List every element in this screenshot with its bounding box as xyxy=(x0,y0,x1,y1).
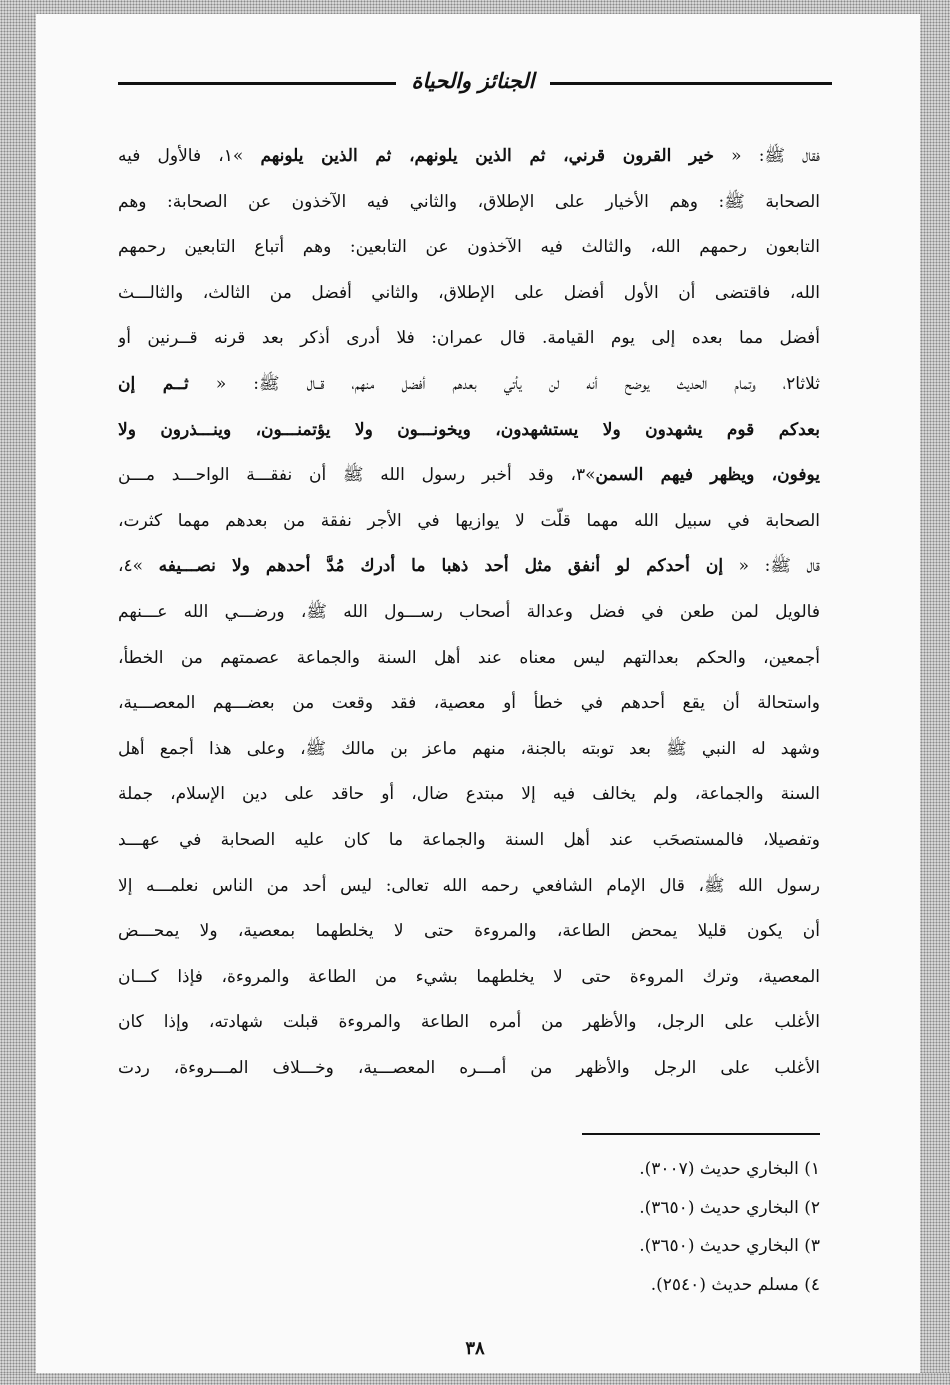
text-line xyxy=(118,544,820,590)
running-header xyxy=(118,60,832,110)
text-line xyxy=(118,316,820,362)
header-title: الجنائز والحياة xyxy=(411,68,535,93)
text-run: الصحابة ﷺ: وهم الأخيار على الإطلاق، والثاني فيه الآخذون عن الصحابة: وهم xyxy=(118,191,820,212)
text-run: فالويل لمن طعن في فضل وعدالة أصحاب رســـول الله ﷺ، ورضـــي الله عـــنهم xyxy=(118,601,820,622)
text-line xyxy=(118,499,820,545)
text-run: الأغلب على الرجل والأظهر من أمـــره المعصـــية، وخـــلاف المـــروءة، ردت xyxy=(118,1057,820,1078)
text-run: واستحالة أن يقع أحدهم في خطأ أو معصية، فقد وقعت من بعضـــهم المعصـــية، xyxy=(118,693,820,714)
text-line xyxy=(118,909,820,955)
text-line xyxy=(118,818,820,864)
text-line xyxy=(118,1000,820,1046)
text-run: »١، فالأول فيه xyxy=(118,146,261,166)
page-edge-left xyxy=(0,0,36,1385)
bold-text-run: ثــم إن xyxy=(118,373,189,394)
page-edge-right xyxy=(920,0,950,1385)
text-run: الأغلب على الرجل، والأظهر من أمره الطاعة والمروءة قبلت شهادته، وإذا كان xyxy=(118,1012,820,1033)
text-line xyxy=(118,864,820,910)
text-run: قال ﷺ: « xyxy=(723,556,820,577)
footnotes xyxy=(420,1150,820,1304)
text-line xyxy=(118,134,820,180)
text-line xyxy=(118,180,820,226)
text-run: الله، فاقتضى أن الأول أفضل على الإطلاق، والثاني أفضل من الثالث، والثالـــث xyxy=(118,282,820,303)
footnote-item: ٣) البخاري حديث (٣٦٥٠). xyxy=(639,1236,820,1256)
text-line xyxy=(118,955,820,1001)
text-run: المعصية، وترك المروءة حتى لا يخلطهما بشيء من الطاعة والمروءة، فإذا كـــان xyxy=(118,966,820,987)
text-line xyxy=(118,453,820,499)
footnote-item: ١) البخاري حديث (٣٠٠٧). xyxy=(639,1159,820,1179)
footnote-item: ٢) البخاري حديث (٣٦٥٠). xyxy=(639,1197,820,1218)
text-line xyxy=(118,727,820,773)
text-run: أفضل مما بعده إلى يوم القيامة. قال عمران: فلا أدرى أذكر بعد قرنه قــرنين أو xyxy=(118,328,820,349)
text-line xyxy=(118,225,820,271)
header-rule-right xyxy=(550,82,832,85)
bold-text-run: إن أحدكم لو أنفق مثل أحد ذهبا ما أدرك مُدَّ أحدهم ولا نصـــيفه xyxy=(158,556,724,577)
page-edge-bottom xyxy=(0,1373,950,1385)
text-line xyxy=(118,271,820,317)
text-run: فقال ﷺ: « xyxy=(714,146,820,166)
header-rule-left xyxy=(118,82,396,85)
text-run: »٣، وقد أخبر رسول الله ﷺ أن نفقـــة الواحـــد مـــن xyxy=(118,465,596,486)
body-text xyxy=(118,134,820,1091)
text-run: أن يكون قليلا يمحض الطاعة، والمروءة حتى لا يخلطهما بمعصية، ولا يمحـــض xyxy=(118,921,820,942)
text-run: الصحابة في سبيل الله مهما قلّت لا يوازيها في الأجر نفقة من بعدهم مهما كثرت، xyxy=(118,510,820,531)
footnote-item: ٤) مسلم حديث (٢٥٤٠). xyxy=(650,1274,820,1295)
page-edge-top xyxy=(0,0,950,14)
text-run: وشهد له النبي ﷺ بعد توبته بالجنة، منهم ماعز بن مالك ﷺ، وعلى هذا أجمع أهل xyxy=(118,738,820,759)
footnote-separator xyxy=(582,1133,820,1135)
text-run: رسول الله ﷺ، قال الإمام الشافعي رحمه الله تعالى: ليس أحد من الناس نعلمـــه إلا xyxy=(118,875,820,896)
text-line xyxy=(118,772,820,818)
bold-text-run: خير القرون قرني، ثم الذين يلونهم، ثم الذين يلونهم xyxy=(260,146,715,166)
bold-text-run: بعدكم قوم يشهدون ولا يستشهدون، ويخونـــون ولا يؤتمنـــون، وينـــذرون ولا xyxy=(118,419,820,440)
bold-text-run: يوفون، ويظهر فيهم السمن xyxy=(595,465,820,486)
text-line xyxy=(118,362,820,408)
text-run: ثلاثا٢، وتمام الحديث يوضح أنه لن يأتي بعدهم أفضل منهم، قــال ﷺ: « xyxy=(188,373,820,394)
page-number: ٣٨ xyxy=(465,1338,485,1359)
text-line xyxy=(118,590,820,636)
text-line xyxy=(118,1046,820,1092)
text-run: »٤، xyxy=(118,556,159,577)
text-line xyxy=(118,636,820,682)
text-run: السنة والجماعة، ولم يخالف فيه إلا مبتدع ضال، أو حاقد على دين الإسلام، جملة xyxy=(118,784,820,805)
text-run: أجمعين، والحكم بعدالتهم ليس معناه عند أهل السنة والجماعة عصمتهم من الخطأ، xyxy=(118,647,820,668)
text-line xyxy=(118,681,820,727)
text-line xyxy=(118,408,820,454)
text-run: التابعون رحمهم الله، والثالث فيه الآخذون عن التابعين: وهم أتباع التابعين رحمهم xyxy=(118,237,820,258)
text-run: وتفصيلا، فالمستصحَب عند أهل السنة والجماعة ما كان عليه الصحابة في عهـــد xyxy=(118,829,820,850)
